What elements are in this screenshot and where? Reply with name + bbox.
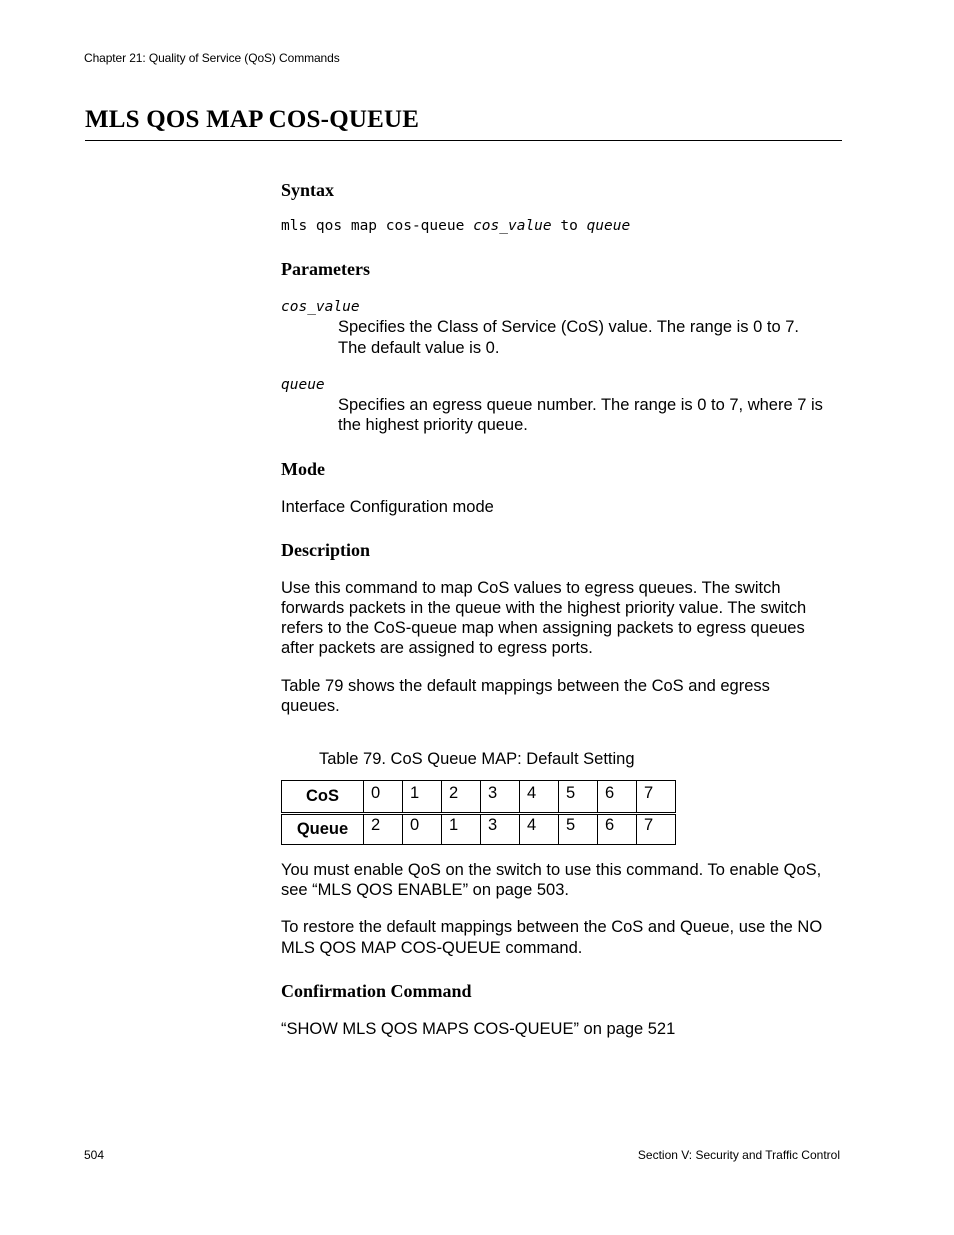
table-row-cos [282,781,676,814]
syntax-arg-cos-value: cos_value [473,218,552,234]
parameters-heading: Parameters [281,259,370,279]
table-cell: 1 [442,814,481,845]
text-line: after packets are assigned to egress ports. [281,639,593,657]
table-cell: 3 [481,814,520,845]
title-rule [85,140,842,141]
param-desc-line: the highest priority queue. [338,416,528,434]
syntax-command [281,218,630,234]
table-caption: Table 79. CoS Queue MAP: Default Setting [319,750,635,768]
table-cell: 6 [598,814,637,845]
param-desc-cos-value [338,317,843,358]
table-cell: 6 [598,781,637,814]
text-line: You must enable QoS on the switch to use this command. To enable QoS, [281,861,822,879]
table-cell: 4 [520,814,559,845]
text-line: forwards packets in the queue with the highest priority value. The switch [281,599,807,617]
description-paragraph-3 [281,860,846,900]
table-cell: 7 [637,814,676,845]
page-number: 504 [84,1148,105,1162]
param-name-queue: queue [281,377,325,393]
description-paragraph-2 [281,676,846,716]
table-row-queue [282,814,676,845]
confirmation-link[interactable]: “SHOW MLS QOS MAPS COS-QUEUE” on page 521 [281,1020,676,1038]
param-desc-queue [338,395,843,435]
table-cell: 5 [559,781,598,814]
table-cell: 2 [364,814,403,845]
param-desc-line: The default value is 0. [338,339,500,357]
param-desc-line: Specifies an egress queue number. The range is 0 to 7, where 7 is [338,396,823,414]
syntax-arg-queue: queue [586,218,631,234]
section-footer: Section V: Security and Traffic Control [637,1148,840,1162]
syntax-heading: Syntax [281,180,335,200]
table-cell: 7 [637,781,676,814]
row-header-queue: Queue [282,814,364,845]
confirmation-heading: Confirmation Command [281,981,472,1001]
row-header-cos: CoS [282,781,364,814]
table-cell: 1 [403,781,442,814]
param-name-cos-value: cos_value [281,299,360,315]
text-line: refers to the CoS-queue map when assigning packets to egress queues [281,619,805,637]
description-paragraph-1 [281,578,846,658]
table-cell: 4 [520,781,559,814]
mode-heading: Mode [281,459,325,479]
description-paragraph-4 [281,917,846,958]
text-line: see “MLS QOS ENABLE” on page 503. [281,881,569,899]
table-cell: 3 [481,781,520,814]
table-cell: 0 [364,781,403,814]
param-desc-line: Specifies the Class of Service (CoS) value. The range is 0 to 7. [338,318,800,336]
syntax-command-prefix: mls qos map cos-queue [281,218,474,234]
text-line: queues. [281,697,340,715]
table-cell: 2 [442,781,481,814]
text-line: Use this command to map CoS values to egress queues. The switch [281,579,781,597]
running-header: Chapter 21: Quality of Service (QoS) Commands [84,51,340,65]
text-line: MLS QOS MAP COS-QUEUE command. [281,939,583,957]
text-line: To restore the default mappings between the CoS and Queue, use the NO [281,918,823,936]
table-cell: 0 [403,814,442,845]
text-line: Table 79 shows the default mappings between the CoS and egress [281,677,770,695]
table-cell: 5 [559,814,598,845]
description-heading: Description [281,540,370,560]
page-title: MLS QOS MAP COS-QUEUE [85,106,420,133]
mode-text: Interface Configuration mode [281,498,494,516]
syntax-keyword-to: to [551,218,587,234]
cos-queue-table [281,780,676,845]
